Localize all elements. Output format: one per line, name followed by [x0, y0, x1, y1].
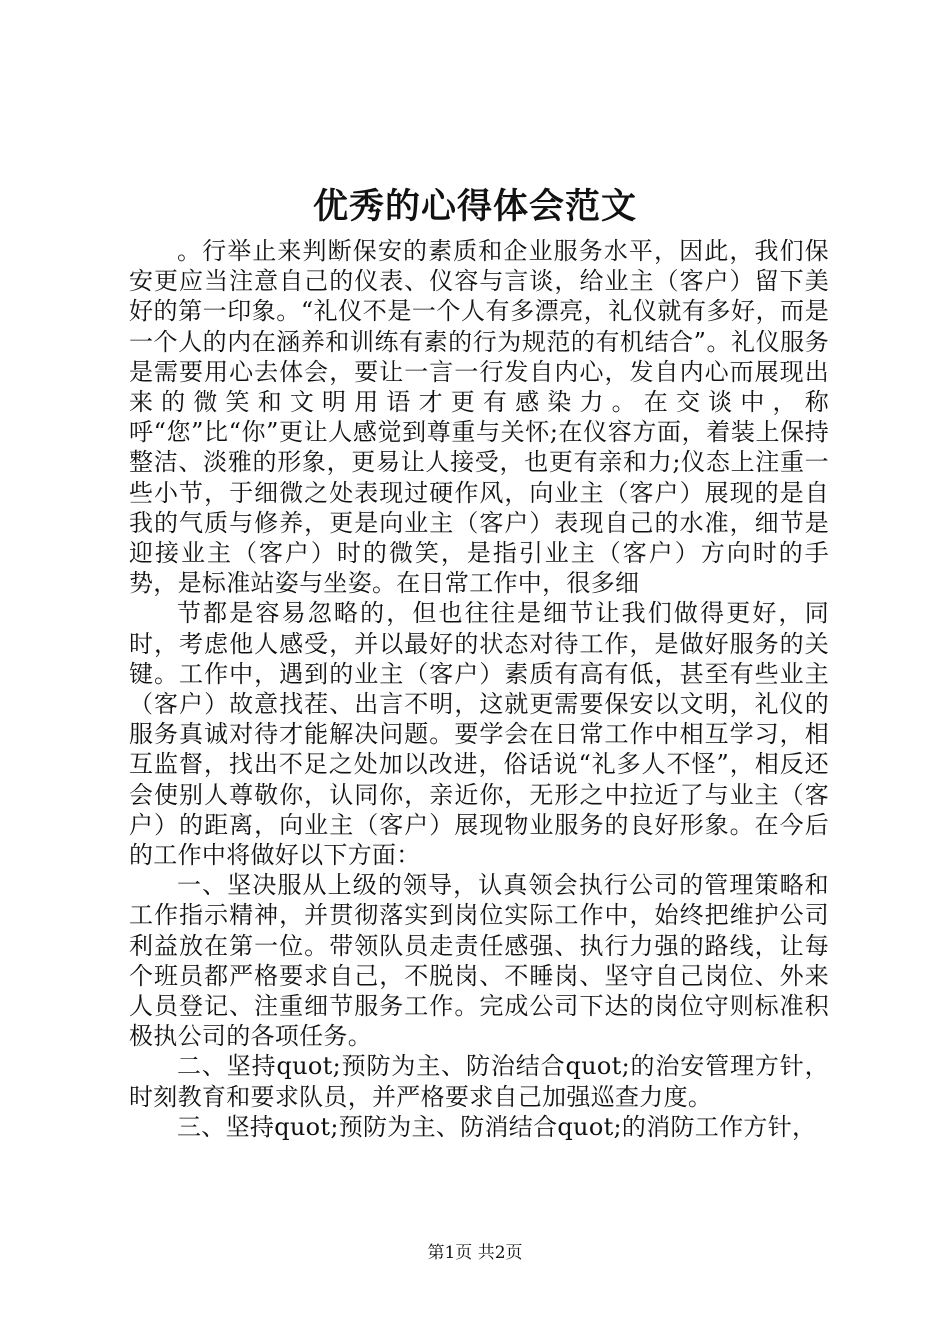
- page-number-footer: 第1页 共2页: [427, 1243, 523, 1263]
- document-body: [129, 236, 829, 1142]
- paragraph-4: 二、坚持quot;预防为主、防治结合quot;的治安管理方针，时刻教育和要求队员，并严格要求自己加强巡查力度。: [129, 1052, 829, 1111]
- paragraph-2: 节都是容易忽略的，但也往往是细节让我们做得更好，同时，考虑他人感受，并以最好的状态对待工作，是做好服务的关键。工作中，遇到的业主（客户）素质有高有低，甚至有些业主（客户）故意找茬、出言不明，这就更需要保安以文明，礼仪的服务真诚对待才能解决问题。要学会在日常工作中相互学习，相互监督，找出不足之处加以改进，俗话说“礼多人不怪”，相反还会使别人尊敬你，认同你，亲近你，无形之中拉近了与业主（客户）的距离，向业主（客户）展现物业服务的良好形象。在今后的工作中将做好以下方面：: [129, 599, 829, 870]
- paragraph-5: 三、坚持quot;预防为主、防消结合quot;的消防工作方针，: [177, 1112, 817, 1141]
- paragraph-1: 。行举止来判断保安的素质和企业服务水平，因此，我们保安更应当注意自己的仪表、仪容与言谈，给业主（客户）留下美好的第一印象。“礼仪不是一个人有多漂亮，礼仪就有多好，而是一个人的内在涵养和训练有素的行为规范的有机结合”。礼仪服务是需要用心去体会，要让一言一行发自内心，发自内心而展现出来的微笑和文明用语才更有感染力。在交谈中，称呼“您”比“你”更让人感觉到尊重与关怀;在仪容方面，着装上保持整洁、淡雅的形象，更易让人接受，也更有亲和力;仪态上注重一些小节，于细微之处表现过硬作风，向业主（客户）展现的是自我的气质与修养，更是向业主（客户）表现自己的水准，细节是迎接业主（客户）时的微笑，是指引业主（客户）方向时的手势，是标准站姿与坐姿。在日常工作中，很多细: [129, 237, 829, 598]
- paragraph-3: 一、坚决服从上级的领导，认真领会执行公司的管理策略和工作指示精神，并贯彻落实到岗位实际工作中，始终把维护公司利益放在第一位。带领队员走责任感强、执行力强的路线，让每个班员都严格要求自己，不脱岗、不睡岗、坚守自己岗位、外来人员登记、注重细节服务工作。完成公司下达的岗位守则标准积极执公司的各项任务。: [129, 871, 829, 1051]
- document-title: 优秀的心得体会范文: [312, 186, 637, 227]
